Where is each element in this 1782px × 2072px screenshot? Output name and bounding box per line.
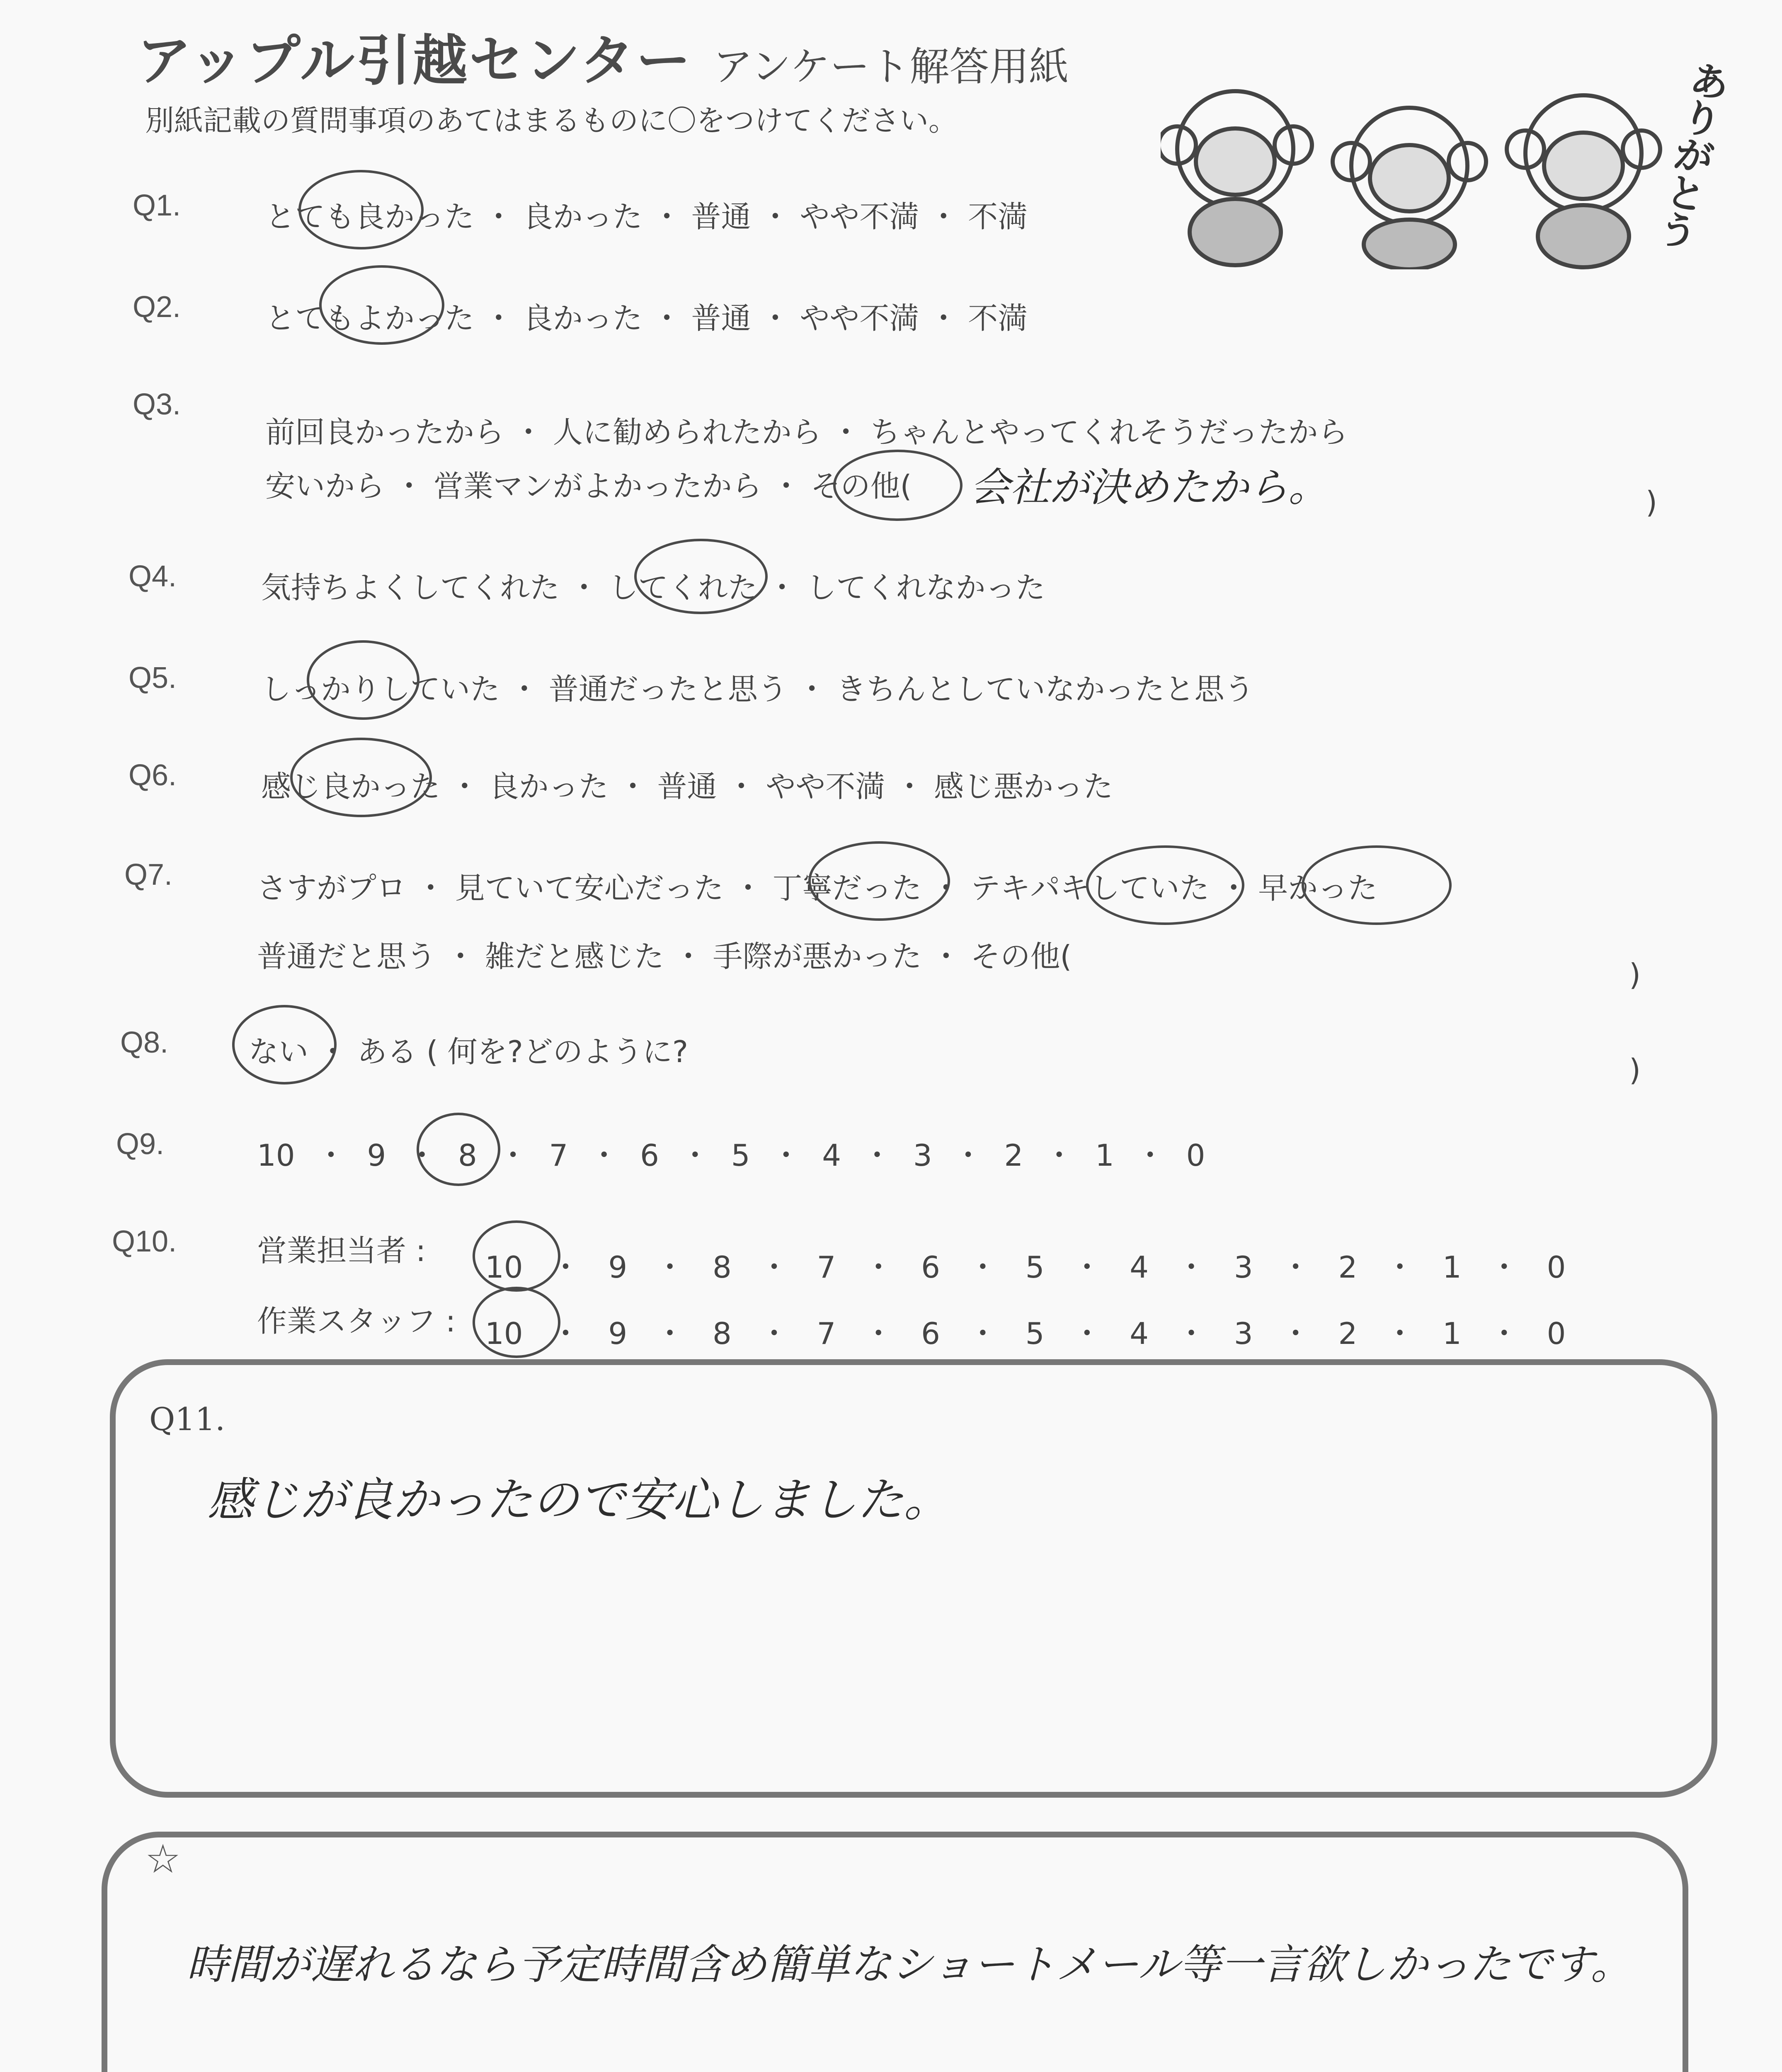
q3-close-paren: ): [1646, 485, 1658, 520]
q4-circle-mark: [634, 539, 768, 614]
q3-options-line1: 前回良かったから ・ 人に勧められたから ・ ちゃんとやってくれそうだったから: [265, 415, 1348, 450]
q11-label: Q11.: [149, 1401, 225, 1438]
instruction-text: 別紙記載の質問事項のあてはまるものに〇をつけてください。: [145, 104, 958, 138]
q9-label: Q9.: [116, 1128, 165, 1161]
q3-label: Q3.: [133, 388, 181, 421]
q1-circle-mark: [298, 170, 424, 249]
q6-circle-mark: [290, 738, 432, 817]
free-comment-answer: 時間が遅れるなら予定時間含め簡単なショートメール等一言欲しかったです。: [187, 1940, 1632, 1989]
q7-circle-mark-fast: [1302, 845, 1452, 925]
q3-circle-mark: [833, 450, 963, 521]
q9-scale: 10 ・ 9 ・ 8 ・ 7 ・ 6 ・ 5 ・ 4 ・ 3 ・ 2 ・ 1 ・ 0: [257, 1138, 1205, 1173]
q10-staff-scale: 10 ・ 9 ・ 8 ・ 7 ・ 6 ・ 5 ・ 4 ・ 3 ・ 2 ・ 1 ・ 0: [485, 1316, 1566, 1351]
q1-label: Q1.: [133, 189, 181, 222]
q7-close-paren: ): [1629, 957, 1641, 992]
q5-circle-mark: [307, 640, 419, 720]
q7-label: Q7.: [124, 858, 173, 891]
q8-circle-mark: [232, 1005, 337, 1084]
form-subtitle: アンケート解答用紙: [713, 44, 1069, 90]
q5-label: Q5.: [128, 661, 177, 695]
q7-options-line1: さすがプロ ・ 見ていて安心だった ・ 丁寧だった ・ テキパキしていた ・ 早かった: [257, 871, 1378, 905]
q10-staff-circle-mark: [473, 1287, 560, 1358]
q1-options: とても良かった ・ 良かった ・ 普通 ・ やや不満 ・ 不満: [265, 199, 1028, 234]
q10-sales-circle-mark: [473, 1220, 560, 1292]
star-label: ☆: [145, 1836, 181, 1882]
q8-close-paren: ): [1629, 1053, 1641, 1087]
q6-options: 感じ良かった ・ 良かった ・ 普通 ・ やや不満 ・ 感じ悪かった: [261, 769, 1113, 804]
q10-sales-scale: 10 ・ 9 ・ 8 ・ 7 ・ 6 ・ 5 ・ 4 ・ 3 ・ 2 ・ 1 ・ 0: [485, 1250, 1566, 1285]
q5-options: しっかりしていた ・ 普通だったと思う ・ きちんとしていなかったと思う: [261, 672, 1254, 707]
q3-options-line2: 安いから ・ 営業マンがよかったから ・ その他(: [265, 469, 912, 503]
thanks-text: ありがとう: [1654, 56, 1733, 257]
q3-other-answer: 会社が決めたから。: [970, 464, 1328, 511]
monkey-mascots-illustration: [1161, 54, 1741, 269]
q6-label: Q6.: [128, 759, 177, 792]
q11-box: [110, 1359, 1717, 1798]
q10-sales-label: 営業担当者 :: [257, 1233, 426, 1268]
q7-circle-mark-efficient: [1086, 845, 1244, 925]
q7-circle-mark-polite: [808, 841, 950, 921]
q2-label: Q2.: [133, 290, 181, 324]
q11-answer: 感じが良かったので安心しました。: [207, 1473, 950, 1527]
q10-label: Q10.: [112, 1225, 177, 1258]
form-title: アップル引越センター: [137, 29, 693, 93]
q2-circle-mark: [319, 265, 444, 345]
q4-options: 気持ちよくしてくれた ・ してくれた ・ してくれなかった: [261, 570, 1045, 605]
q8-options: ない ・ ある ( 何を?どのように?: [249, 1034, 689, 1069]
q10-staff-label: 作業スタッフ :: [257, 1304, 456, 1339]
q4-label: Q4.: [128, 560, 177, 593]
q2-options: とてもよかった ・ 良かった ・ 普通 ・ やや不満 ・ 不満: [265, 301, 1028, 336]
q9-circle-mark: [417, 1113, 500, 1186]
q8-label: Q8.: [120, 1026, 169, 1059]
q7-options-line2: 普通だと思う ・ 雑だと感じた ・ 手際が悪かった ・ その他(: [257, 939, 1072, 974]
